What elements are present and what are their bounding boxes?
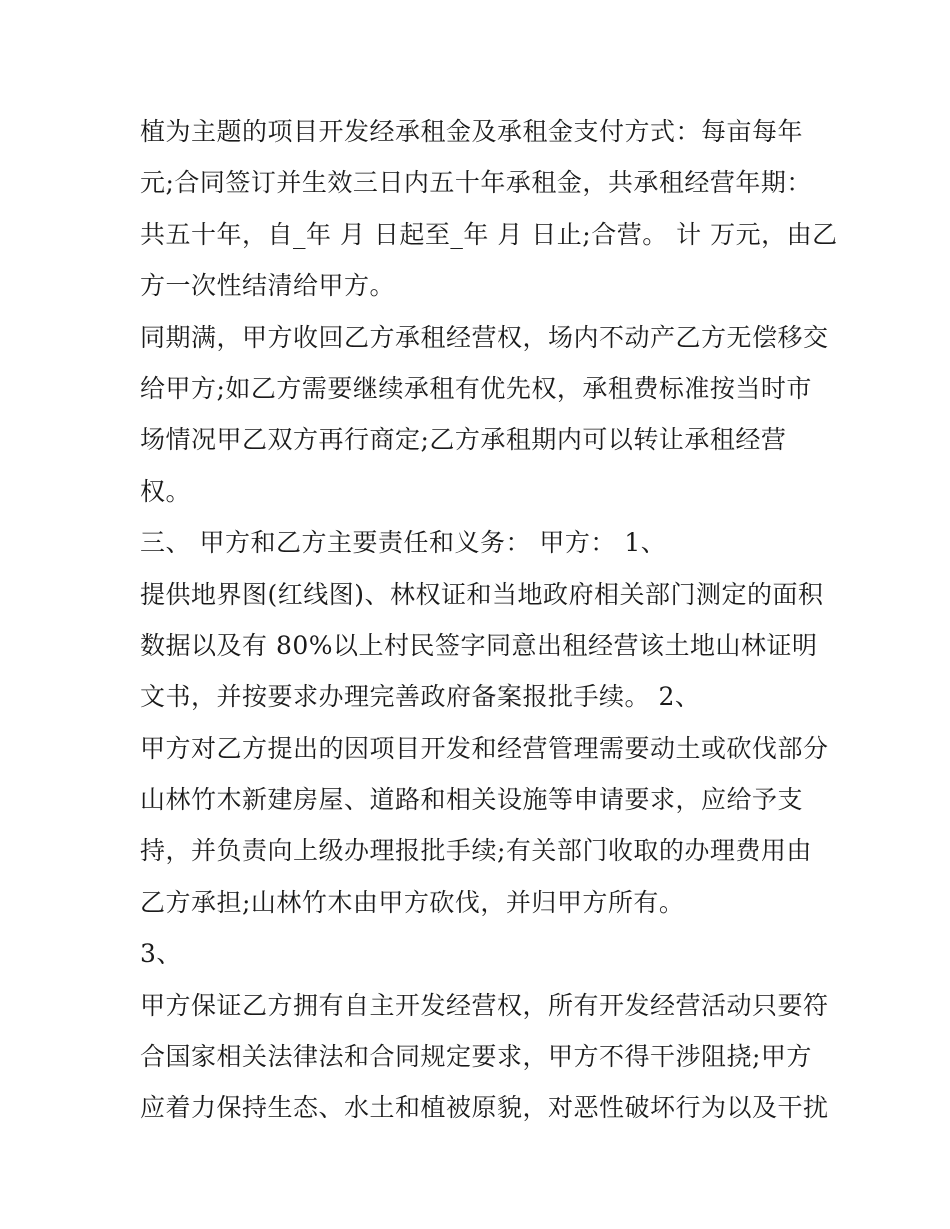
text-line: 持，并负责向上级办理报批手续;有关部门收取的办理费用由 xyxy=(140,836,812,866)
text-line: 提供地界图(红线图)、林权证和当地政府相关部门测定的面积 xyxy=(140,579,824,609)
text-line: 方一次性结清给甲方。 xyxy=(140,271,396,301)
document-body xyxy=(140,106,838,1134)
text-line: 合国家相关法律法和合同规定要求，甲方不得干涉阻挠;甲方 xyxy=(140,1042,812,1072)
text-line: 数据以及有 80%以上村民签字同意出租经营该土地山林证明 xyxy=(140,630,818,660)
text-line: 场情况甲乙双方再行商定;乙方承租期内可以转让承租经营 xyxy=(140,425,787,455)
text-line: 山林竹木新建房屋、道路和相关设施等申请要求，应给予支 xyxy=(140,785,804,815)
text-line: 乙方承担;山林竹木由甲方砍伐，并归甲方所有。 xyxy=(140,887,685,917)
text-line: 权。 xyxy=(140,476,192,506)
text-line: 甲方保证乙方拥有自主开发经营权，所有开发经营活动只要符 xyxy=(140,990,829,1020)
list-number: 3、 xyxy=(140,939,182,969)
section-heading: 三、 甲方和乙方主要责任和义务： 甲方： 1、 xyxy=(140,528,667,558)
text-line: 同期满，甲方收回乙方承租经营权，场内不动产乙方无偿移交 xyxy=(140,322,829,352)
text-line: 共五十年，自_年 月 日起至_年 月 日止;合营。 计 万元，由乙 xyxy=(140,219,838,249)
text-line: 植为主题的项目开发经承租金及承租金支付方式：每亩每年 xyxy=(140,117,804,146)
text-line: 应着力保持生态、水土和植被原貌，对恶性破坏行为以及干扰 xyxy=(140,1093,829,1123)
text-line: 给甲方;如乙方需要继续承租有优先权，承租费标准按当时市 xyxy=(140,373,812,403)
text-line: 甲方对乙方提出的因项目开发和经营管理需要动土或砍伐部分 xyxy=(140,733,829,763)
text-line: 元;合同签订并生效三日内五十年承租金，共承租经营年期： xyxy=(140,168,812,198)
text-line: 文书，并按要求办理完善政府备案报批手续。 2、 xyxy=(140,682,701,712)
